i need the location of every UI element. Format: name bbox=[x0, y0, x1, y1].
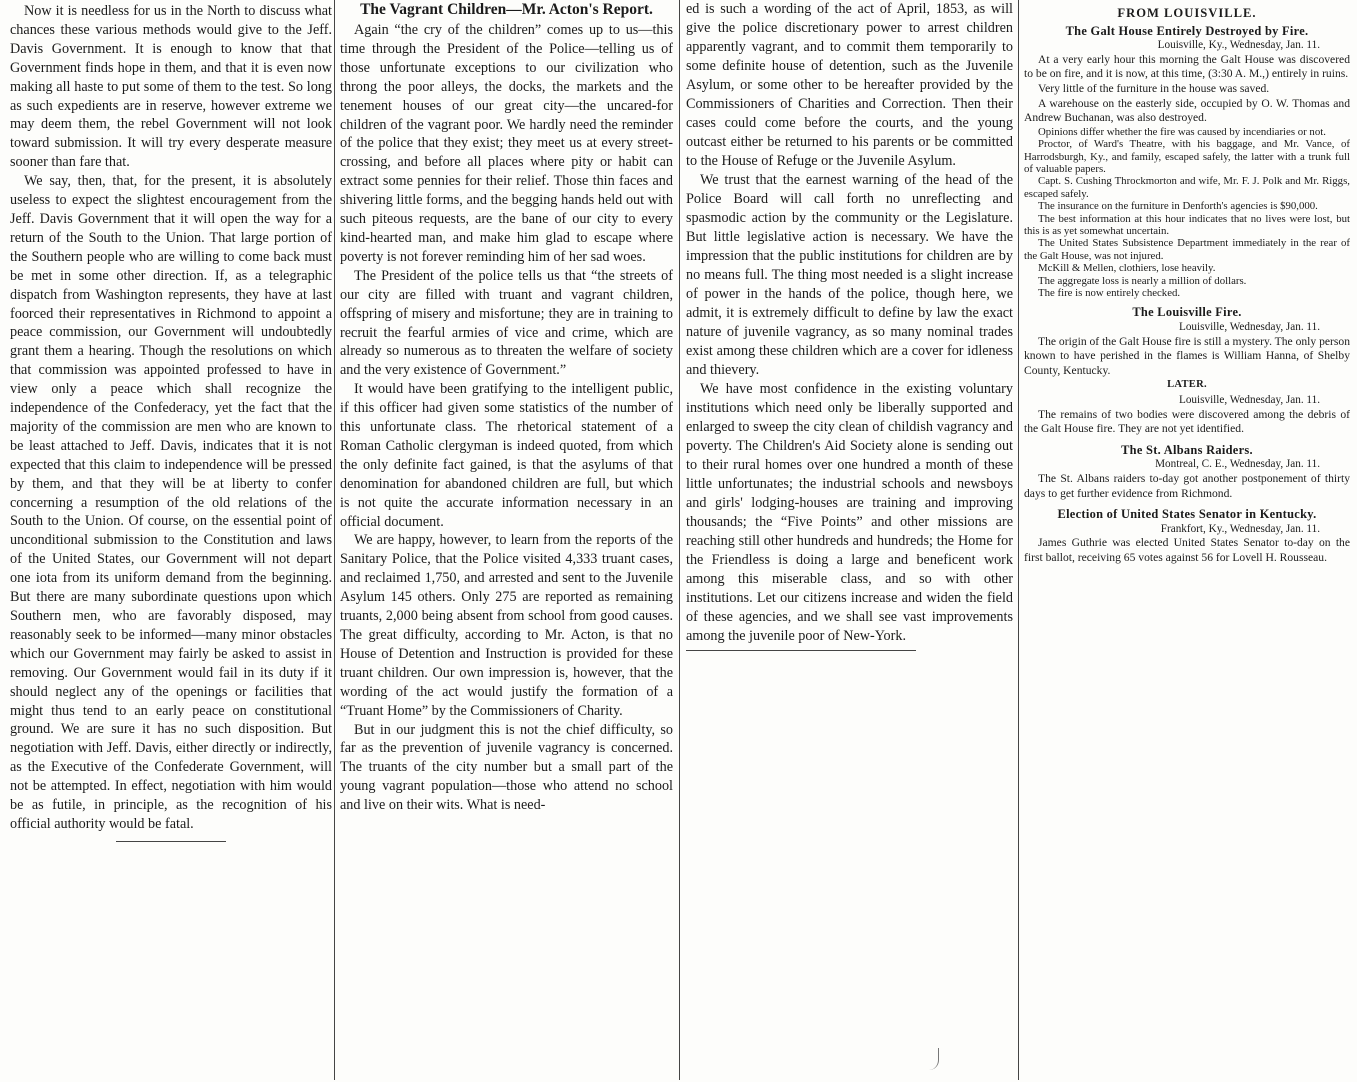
column-4 bbox=[1024, 0, 1350, 1082]
article-heading: The Vagrant Children—Mr. Acton's Report. bbox=[360, 1, 653, 18]
column-1 bbox=[10, 0, 332, 1082]
brief-item: McKill & Mellen, clothiers, lose heavily. bbox=[1038, 262, 1216, 275]
paragraph: We say, then, that, for the present, it is absolutely useless to expect the slightest encouragement from the Jeff. Davis Government that it will open the way for a return of the South to the Union. That large portion of the Southern people who are willing to come back must be met in some other direction. If, as a telegraphic dispatch from Washington represents, they have at last foorced their representatives in Richmond to appoint a peace commission, our Government will undoubtedly grant them a hearing. Though the resolutions on which that commission was appointed professed to have in view only a peace which shall recognize the independence of the Confederacy, yet the fact that the majority of the commission are men who are known to be least attached to Jeff. Davis, indicates that it is not expected that this claim to independence will be pressed by them, and that they will be at liberty to confer concerning a resumption of the old relations of the South to the Union. Of course, on the essential point of unconditional submission to the Constitution and laws of the United States, our Government will not depart one iota from its uniform demand from the beginning. But there are many subordinate questions upon which Southern men, who are favorably disposed, may reasonably seek to be informed—many minor obstacles which our Government may fairly be asked to assist in removing. Our Government would fail in its duty if it should neglect any of the openings or facilities that might thus tend to an early peace on constitutional ground. We are sure it has no such disposition. But negotiation with Jeff. Davis, either directly or indirectly, as the Executive of the Confederate Government, will not be attempted. In effect, negotiation with him would be as futile, in principle, as the recognition of his official authority would be fatal. bbox=[10, 173, 332, 832]
paragraph: The remains of two bodies were discovered among the debris of the Galt House fire. They are not yet identified. bbox=[1024, 407, 1350, 436]
brief-item: Opinions differ whether the fire was caused by incendiaries or not. bbox=[1038, 125, 1326, 138]
paragraph: The St. Albans raiders to-day got another postponement of thirty days to get further evidence from Richmond. bbox=[1024, 471, 1350, 500]
paragraph: We trust that the earnest warning of the head of the Police Board will call forth no unreflecting and spasmodic action by the community or the Legislature. But little legislative action is necessary. We have the impression that the public institutions for children are by no means full. The thing most needed is a slight increase of power in the hands of the police, though here, we admit, it is extremely difficult to define by law the exact nature of juvenile vagrancy, as so many nominal trades exist among these children which are a cover for idleness and thievery. bbox=[686, 172, 1013, 378]
brief-item: The insurance on the furniture in Denforth's agencies is $90,000. bbox=[1038, 200, 1318, 213]
paragraph: A warehouse on the easterly side, occupied by O. W. Thomas and Andrew Buchanan, was also destroyed. bbox=[1024, 96, 1350, 125]
paragraph: Now it is needless for us in the North to discuss what chances these various methods would give to the Jeff. Davis Government. It is enough to know that that Government finds hope in them, and that it is even now making all haste to put some of them to the test. So long as such expedients are in reserve, however extreme we may deem them, the rebel Government will not look toward submission. It will try every desperate measure sooner than fare that. bbox=[10, 3, 332, 171]
brief-item: The United States Subsistence Department immediately in the rear of the Galt House, was not injured. bbox=[1024, 237, 1350, 262]
article-heading: The Louisville Fire. bbox=[1132, 305, 1242, 320]
paragraph: But in our judgment this is not the chief difficulty, so far as the prevention of juvenile vagrancy is concerned. The truants of the city number but a small part of the young vagrant population—those who attend no school and live on their wits. What is need- bbox=[340, 721, 673, 814]
section-title: FROM LOUISVILLE. bbox=[1117, 6, 1257, 20]
dateline: Louisville, Wednesday, Jan. 11. bbox=[1179, 394, 1320, 406]
article-heading: Election of United States Senator in Kentucky. bbox=[1057, 507, 1317, 522]
brief-item: The aggregate loss is nearly a million of dollars. bbox=[1038, 274, 1247, 287]
paragraph: At a very early hour this morning the Galt House was discovered to be on fire, and it is now, at this time, (3:30 A. M.,) entirely in ruins. bbox=[1024, 52, 1350, 81]
column-2 bbox=[340, 0, 673, 1080]
paragraph: Very little of the furniture in the house was saved. bbox=[1038, 81, 1270, 95]
paragraph: The President of the police tells us that “the streets of our city are filled with truant and vagrant children, offspring of misery and misfortune; they are in training to recruit the fearful armies of vice and crime, which are already so numerous as to threaten the welfare of society and the very existence of Government.” bbox=[340, 267, 673, 379]
article-heading: The Galt House Entirely Destroyed by Fire. bbox=[1065, 23, 1309, 38]
article-heading: The St. Albans Raiders. bbox=[1121, 442, 1253, 457]
column-divider bbox=[1018, 0, 1019, 1080]
later-label: LATER. bbox=[1167, 379, 1207, 391]
column-divider bbox=[334, 0, 335, 1080]
paragraph: ed is such a wording of the act of April, 1853, as will give the police discretionary power to arrest children apparently vagrant, and to commit them temporarily to some definite house of detention, such as the Juvenile Asylum, or some other to be hereafter provided by the Commissioners of Charities and Correction. Then their cases could come before the courts, and the young outcast either be returned to his parents or be committed to the House of Refuge or the Juvenile Asylum. bbox=[686, 1, 1013, 169]
brief-item: Proctor, of Ward's Theatre, with his baggage, and Mr. Vance, of Harrodsburgh, Ky., and family, escaped safely, the latter with a trunk full of valuable papers. bbox=[1024, 138, 1350, 175]
dateline: Louisville, Ky., Wednesday, Jan. 11. bbox=[1157, 39, 1320, 52]
paragraph: We are happy, however, to learn from the reports of the Sanitary Police, that the Police visited 4,333 truant cases, and reclaimed 1,750, and arrested and sent to the Juvenile Asylum 145 others. Only 275 are reported as remaining truants, 2,000 being absent from school from good causes. The great difficulty, according to Mr. Acton, is that no House of Detention and Instruction is provided for these truant children. Our own impression is, however, that the wording of the act would justify the formation of a “Truant Home” by the Commissioners of Charity. bbox=[340, 532, 673, 719]
dateline: Louisville, Wednesday, Jan. 11. bbox=[1179, 321, 1320, 334]
paragraph: Again “the cry of the children” comes up to us—this time through the President of the Police—telling us of those unfortunate exceptions to our civilization who throng the poor alleys, the docks, the markets and the tenement houses of our great city—the uncared-for children of the vagrant poor. We hardly need the reminder of the police that they exist; they meet us at every street-crossing, and before all places where pity or habit can extract some pennies for their relief. Those thin faces and shivering little forms, and the begging hands held out with such piteous requests, are the bane of our city to every kind-hearted man, and make him glad to escape where poverty is not forever reminding him of her sad woes. bbox=[340, 22, 673, 265]
paragraph: It would have been gratifying to the intelligent public, if this officer had given some statistics of the number of this unfortunate class. The rhetorical statement of a Roman Catholic clergyman is indeed quoted, from which the only definite fact gained, is that the asylums of that denomination for abandoned children are full, but which is not quite the accurate information necessary in an official document. bbox=[340, 381, 673, 530]
column-divider bbox=[679, 0, 680, 1080]
paragraph: We have most confidence in the existing voluntary institutions which need only be liberally supported and enlarged to sweep the city clean of childish vagrancy and poverty. The Children's Aid Society alone is sending out to their rural homes over one hundred a month of these little unfortunates; the industrial schools and newsboys and girls' lodging-houses are training and improving thousands; the “Five Points” and other missions are reaching still other hundreds and hundreds; the Home for the Friendless is doing a large and beneficent work among this miserable class, and so with other institutions. Let our citizens increase and widen the field of these agencies, and we shall see vast improvements among the juvenile poor of New-York. bbox=[686, 381, 1013, 644]
brief-item: The fire is now entirely checked. bbox=[1038, 287, 1181, 300]
paragraph: The origin of the Galt House fire is still a mystery. The only person known to have perished in the flames is William Hanna, of Shelby County, Kentucky. bbox=[1024, 334, 1350, 377]
column-end-rule bbox=[116, 841, 226, 842]
paragraph: James Guthrie was elected United States Senator to-day on the first ballot, receiving 65 votes against 56 for Lovell H. Rousseau. bbox=[1024, 536, 1350, 564]
brief-item: The best information at this hour indicates that no lives were lost, but this is as yet somewhat uncertain. bbox=[1024, 212, 1350, 237]
dateline: Frankfort, Ky., Wednesday, Jan. 11. bbox=[1160, 522, 1320, 535]
column-3 bbox=[686, 0, 1013, 1080]
dateline: Montreal, C. E., Wednesday, Jan. 11. bbox=[1155, 458, 1320, 471]
brief-item: Capt. S. Cushing Throckmorton and wife, Mr. F. J. Polk and Mr. Riggs, escaped safely. bbox=[1024, 175, 1350, 200]
column-end-rule bbox=[686, 650, 916, 651]
